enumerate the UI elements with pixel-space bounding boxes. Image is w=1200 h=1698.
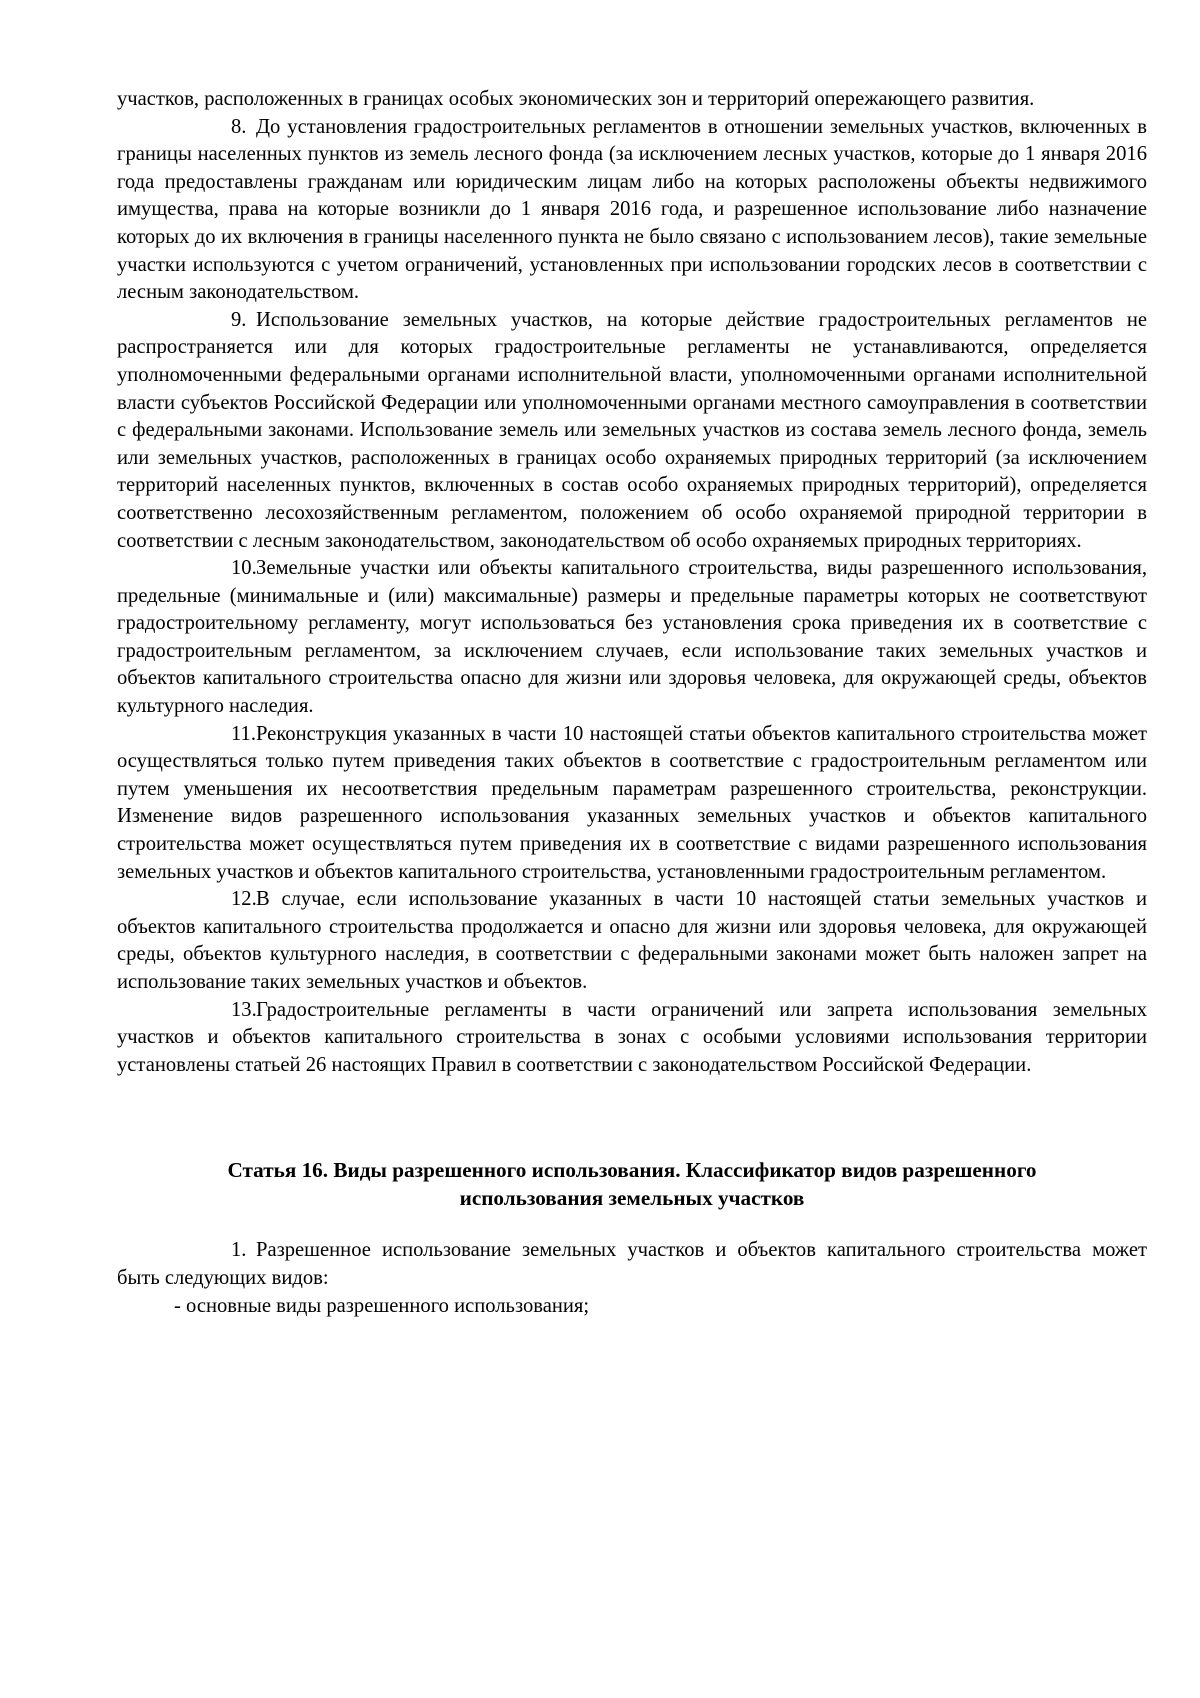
clause-number: 12.	[231, 888, 257, 911]
clause-10	[117, 555, 1147, 721]
article-title-line-2: использования земельных участков	[459, 1186, 805, 1211]
article-clause-1	[117, 1237, 1147, 1292]
clause-number: 9.	[231, 308, 247, 331]
clause-number: 1.	[231, 1239, 247, 1262]
clause-11	[117, 721, 1147, 887]
document-page	[117, 86, 1147, 1320]
clause-12	[117, 886, 1147, 996]
clause-text: Реконструкция указанных в части 10 настоящей статьи объектов капитального строительства может осуществляться только путем приведения таких объектов в соответствие с градостроительным регламентом или путем уменьшения их несоответствия предельным параметрам разрешенного строительства, реконструкции. Изменение видов разрешенного использования указанных земельных участков и объектов капитального строительства может осуществляться путем приведения их в соответствие с видами разрешенного использования земельных участков и объектов капитального строительства, установленными градостроительным регламентом.	[117, 722, 1147, 883]
clause-9	[117, 307, 1147, 555]
article-title	[117, 1156, 1147, 1212]
intro-continuation: участков, расположенных в границах особых экономических зон и территорий опережающего развития.	[117, 88, 1035, 110]
list-item-main-uses: - основные виды разрешенного использования;	[174, 1294, 590, 1317]
clause-text: До установления градостроительных регламентов в отношении земельных участков, включенных в границы населенных пунктов из земель лесного фонда (за исключением лесных участков, которые до 1 января 2016 года предоставлены гражданам или юридическим лицам либо на которых расположены объекты недвижимого имущества, права на которые возникли до 1 января 2016 года, и разрешенное использование либо назначение которых до их включения в границы населенного пункта не было связано с использованием лесов), такие земельные участки используются с учетом ограничений, установленных при использовании городских лесов в соответствии с лесным законодательством.	[117, 115, 1147, 304]
clause-8	[117, 114, 1147, 307]
clause-text: В случае, если использование указанных в части 10 настоящей статьи земельных участков и объектов капитального строительства продолжается и опасно для жизни или здоровья человека, для окружающей среды, объектов культурного наследия, в соответствии с федеральными законами может быть наложен запрет на использование таких земельных участков и объектов.	[117, 888, 1147, 993]
clause-text: Градостроительные регламенты в части ограничений или запрета использования земельных участков и объектов капитального строительства в зонах с особыми условиями использования территории установлены статьей 26 настоящих Правил в соответствии с законодательством Российской Федерации.	[117, 998, 1147, 1076]
article-title-line-1: Статья 16. Виды разрешенного использования. Классификатор видов разрешенного	[227, 1158, 1037, 1183]
clause-13	[117, 997, 1147, 1080]
clause-number: 8.	[231, 115, 247, 138]
clause-number: 11.	[231, 722, 256, 745]
clause-number: 10.	[231, 557, 257, 580]
clause-text: Использование земельных участков, на которые действие градостроительных регламентов не распространяется или для которых градостроительные регламенты не устанавливаются, определяется уполномоченными федеральными органами исполнительной власти, уполномоченными органами исполнительной власти субъектов Российской Федерации или уполномоченными органами местного самоуправления в соответствии с федеральными законами. Использование земель или земельных участков из состава земель лесного фонда, земель или земельных участков, расположенных в границах особо охраняемых природных территорий (за исключением территорий населенных пунктов, включенных в состав особо охраняемых природных территорий), определяется соответственно лесохозяйственным регламентом, положением об особо охраняемой природной территории в соответствии с лесным законодательством, законодательством об особо охраняемых природных территориях.	[117, 308, 1147, 552]
clause-number: 13.	[231, 998, 257, 1021]
clause-text: Земельные участки или объекты капитального строительства, виды разрешенного использования, предельные (минимальные и (или) максимальные) размеры и предельные параметры которых не соответствуют градостроительному регламенту, могут использоваться без установления срока приведения их в соответствие с градостроительным регламентом, за исключением случаев, если использование таких земельных участков и объектов капитального строительства опасно для жизни или здоровья человека, для окружающей среды, объектов культурного наследия.	[117, 557, 1147, 718]
clause-text: Разрешенное использование земельных участков и объектов капитального строительства может быть следующих видов:	[117, 1239, 1147, 1289]
